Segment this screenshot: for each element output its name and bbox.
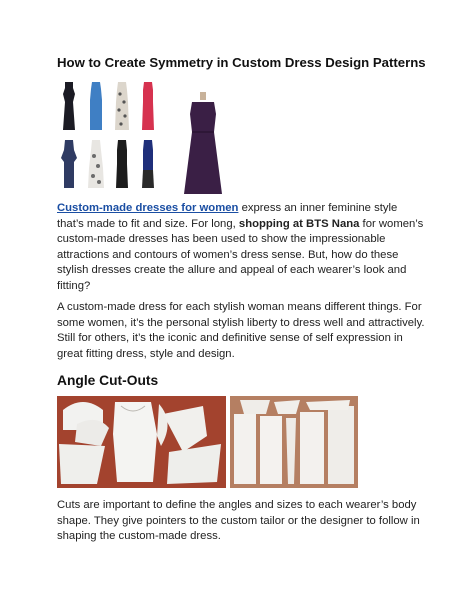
dress-thumbnail-grid bbox=[57, 80, 157, 192]
pattern-cutout-photo-2 bbox=[230, 396, 358, 488]
dress-thumbnail-cobalt bbox=[137, 138, 159, 190]
intro-text-a: express an inner feminine style that’s made to fit and size. For long, bbox=[57, 202, 398, 230]
custom-dresses-link[interactable]: Custom-made dresses for women bbox=[57, 202, 239, 214]
document-title: How to Create Symmetry in Custom Dress Design Patterns bbox=[57, 55, 426, 70]
dress-thumbnail-pink bbox=[137, 80, 159, 132]
section-heading: Angle Cut-Outs bbox=[57, 373, 159, 388]
dress-thumbnail-navy bbox=[58, 138, 80, 190]
dress-thumbnail-blue bbox=[85, 80, 107, 132]
dress-thumbnail-black bbox=[58, 80, 80, 132]
dress-thumbnail-floral bbox=[85, 138, 107, 190]
body-paragraph-3: Cuts are important to define the angles and sizes to each wearer’s body shape. They give pointers to the custom tailor or the designer to follow in shaping the custom-made dress. bbox=[57, 499, 420, 542]
dress-thumbnail-print bbox=[111, 80, 133, 132]
featured-dress-image bbox=[178, 92, 228, 197]
bts-nana-bold-text: shopping at BTS Nana bbox=[238, 217, 360, 230]
intro-text-b: for women’s custom-made dresses has been used to show the impressionable attractions and contours of women’s dress sense. But, how do these stylish dresses create the allure and appeal of each wearer’s look and fitting? bbox=[57, 217, 424, 292]
body-paragraph-2: A custom-made dress for each stylish woman means different things. For some women, it’s the personal stylish liberty to dress well and attractively. Still for others, it’s the iconic and definitive sense of self expression in great fitting dress, style and design. bbox=[57, 301, 425, 360]
intro-paragraph bbox=[57, 201, 427, 294]
dress-thumbnail-black-sheath bbox=[111, 138, 133, 190]
pattern-cutout-photo-1 bbox=[57, 396, 226, 488]
